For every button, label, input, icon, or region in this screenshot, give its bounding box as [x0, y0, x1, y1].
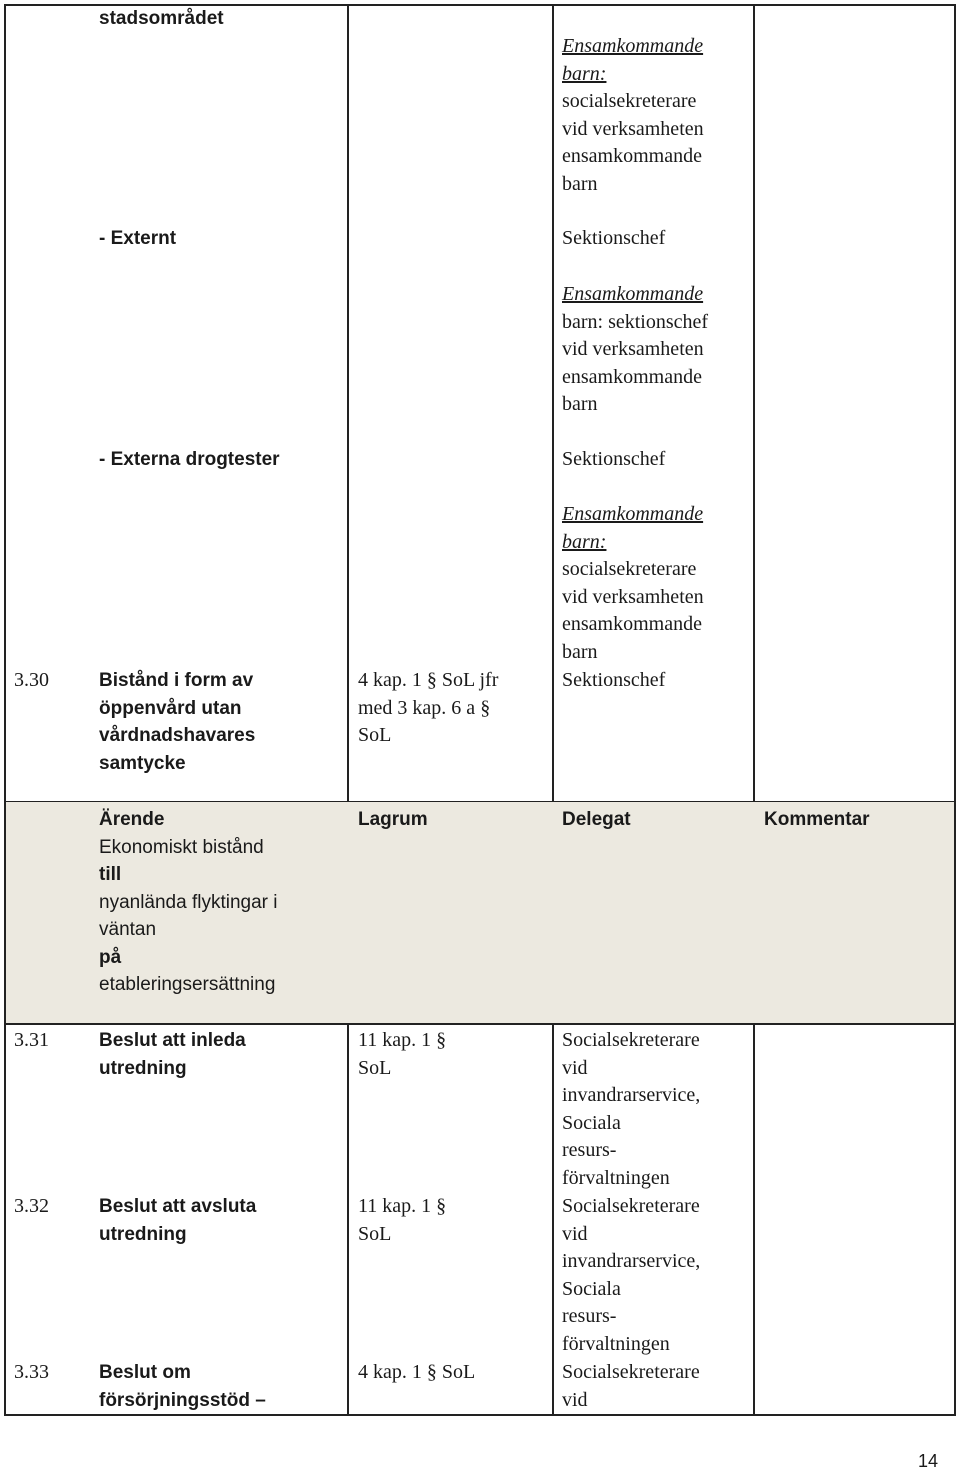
lagrum-line: 4 kap. 1 § SoL — [358, 1361, 476, 1383]
header-lagrum: Lagrum — [358, 809, 428, 830]
header-delegat: Delegat — [562, 809, 631, 830]
delegat-line: barn: sektionschef — [562, 310, 709, 333]
delegat-line: Sociala — [562, 1111, 621, 1134]
delegat-line: socialsekreterare — [562, 90, 697, 112]
header-arende-line: Ekonomiskt bistånd — [99, 836, 264, 858]
delegat-line: Sociala — [562, 1277, 621, 1300]
column-divider — [552, 4, 554, 802]
table-right-border — [954, 4, 956, 802]
lagrum-line: med 3 kap. 6 a § — [358, 696, 491, 719]
lagrum-line: 4 kap. 1 § SoL jfr — [358, 669, 499, 691]
column-divider — [347, 1024, 349, 1415]
lagrum-line: SoL — [358, 1222, 392, 1245]
delegat-link: Ensamkommande — [562, 283, 704, 305]
delegat-line: socialsekreterare — [562, 558, 697, 580]
lagrum-cell — [358, 1359, 475, 1387]
header-kommentar: Kommentar — [764, 809, 870, 830]
lagrum-line: 11 kap. 1 § — [358, 1195, 447, 1217]
table-left-border — [4, 802, 6, 1024]
row-number: 3.30 — [14, 669, 49, 691]
delegat-line: förvaltningen — [562, 1166, 670, 1189]
delegat-entry — [562, 501, 704, 666]
row-number: 3.33 — [14, 1361, 49, 1383]
table-right-border — [954, 1024, 956, 1415]
lagrum-cell — [358, 1027, 446, 1082]
externa-drogtester-label: - Externa drogtester — [99, 449, 280, 470]
arende-line: vårdnadshavares — [99, 725, 256, 746]
delegat-line: vid verksamheten — [562, 117, 704, 140]
delegat-line: förvaltningen — [562, 1332, 670, 1355]
delegat-line: vid verksamheten — [562, 338, 704, 360]
header-arende-line: etableringsersättning — [99, 974, 276, 995]
delegat-line: invandrarservice, — [562, 1250, 701, 1272]
header-arende-line: till — [99, 864, 122, 885]
lagrum-line: SoL — [358, 1056, 392, 1079]
page-number: 14 — [918, 1451, 939, 1471]
externt-label: - Externt — [99, 228, 177, 249]
arende-line: försörjningsstöd – — [99, 1389, 266, 1411]
delegat-entry — [562, 33, 704, 198]
arende-line: Beslut om — [99, 1362, 191, 1383]
delegat-cell — [562, 1193, 700, 1358]
delegat-sektionschef: Sektionschef — [562, 448, 666, 470]
header-arende-line: nyanlända flyktingar i — [99, 891, 278, 913]
delegat-line: vid — [562, 1388, 588, 1411]
header-arende-title: Ärende — [99, 809, 165, 830]
lagrum-line: 11 kap. 1 § — [358, 1029, 447, 1051]
delegat-link: barn: — [562, 62, 607, 85]
row-number: 3.32 — [14, 1195, 49, 1217]
delegat-link: Ensamkommande — [562, 503, 704, 525]
delegat-line: vid verksamheten — [562, 585, 704, 608]
column-divider — [753, 4, 755, 802]
delegat-line: ensamkommande — [562, 145, 702, 167]
row-divider — [4, 1023, 956, 1025]
column-divider — [347, 4, 349, 802]
arende-line: Beslut att avsluta — [99, 1196, 257, 1217]
table-right-border — [954, 802, 956, 1024]
delegat-line: Socialsekreterare — [562, 1195, 700, 1217]
table-left-border — [4, 4, 6, 802]
header-arende-line: på — [99, 946, 122, 968]
arende-line: samtycke — [99, 752, 186, 774]
arende-cell — [99, 667, 255, 777]
row-number: 3.31 — [14, 1029, 49, 1051]
delegat-line: invandrarservice, — [562, 1084, 701, 1106]
arende-line: utredning — [99, 1223, 187, 1245]
table-bottom-border — [4, 1414, 956, 1416]
delegat-link: Ensamkommande — [562, 35, 704, 57]
delegat-line: barn — [562, 640, 598, 663]
delegat-line: ensamkommande — [562, 613, 702, 635]
arende-line: Beslut att inleda — [99, 1030, 246, 1051]
table-left-border — [4, 1024, 6, 1415]
column-divider — [753, 1024, 755, 1415]
delegat-entry — [562, 281, 708, 419]
column-divider — [552, 1024, 554, 1415]
delegat-cell — [562, 1027, 700, 1192]
arende-line: Bistånd i form av — [99, 670, 254, 691]
delegat-line: barn — [562, 172, 598, 195]
delegat-line: vid — [562, 1056, 588, 1079]
delegat-sektionschef: Sektionschef — [562, 669, 666, 691]
delegat-line: resurs- — [562, 1139, 617, 1161]
delegat-line: vid — [562, 1222, 588, 1245]
section-header-arende — [99, 806, 278, 999]
delegat-line: Socialsekreterare — [562, 1029, 700, 1051]
delegat-link: barn: — [562, 530, 607, 553]
delegat-line: resurs- — [562, 1305, 617, 1327]
delegat-line: Socialsekreterare — [562, 1361, 700, 1383]
arende-line: öppenvård utan — [99, 697, 242, 719]
lagrum-line: SoL — [358, 724, 392, 746]
delegat-line: barn — [562, 393, 598, 415]
title-fragment: stadsområdet — [99, 8, 224, 29]
delegat-cell — [562, 1359, 700, 1414]
arende-line: utredning — [99, 1057, 187, 1079]
lagrum-cell — [358, 1193, 446, 1248]
delegat-sektionschef: Sektionschef — [562, 227, 666, 249]
arende-cell — [99, 1027, 246, 1082]
arende-cell — [99, 1193, 256, 1248]
lagrum-cell — [358, 667, 498, 750]
delegat-line: ensamkommande — [562, 365, 702, 388]
header-arende-line: väntan — [99, 919, 157, 940]
arende-cell — [99, 1359, 266, 1414]
